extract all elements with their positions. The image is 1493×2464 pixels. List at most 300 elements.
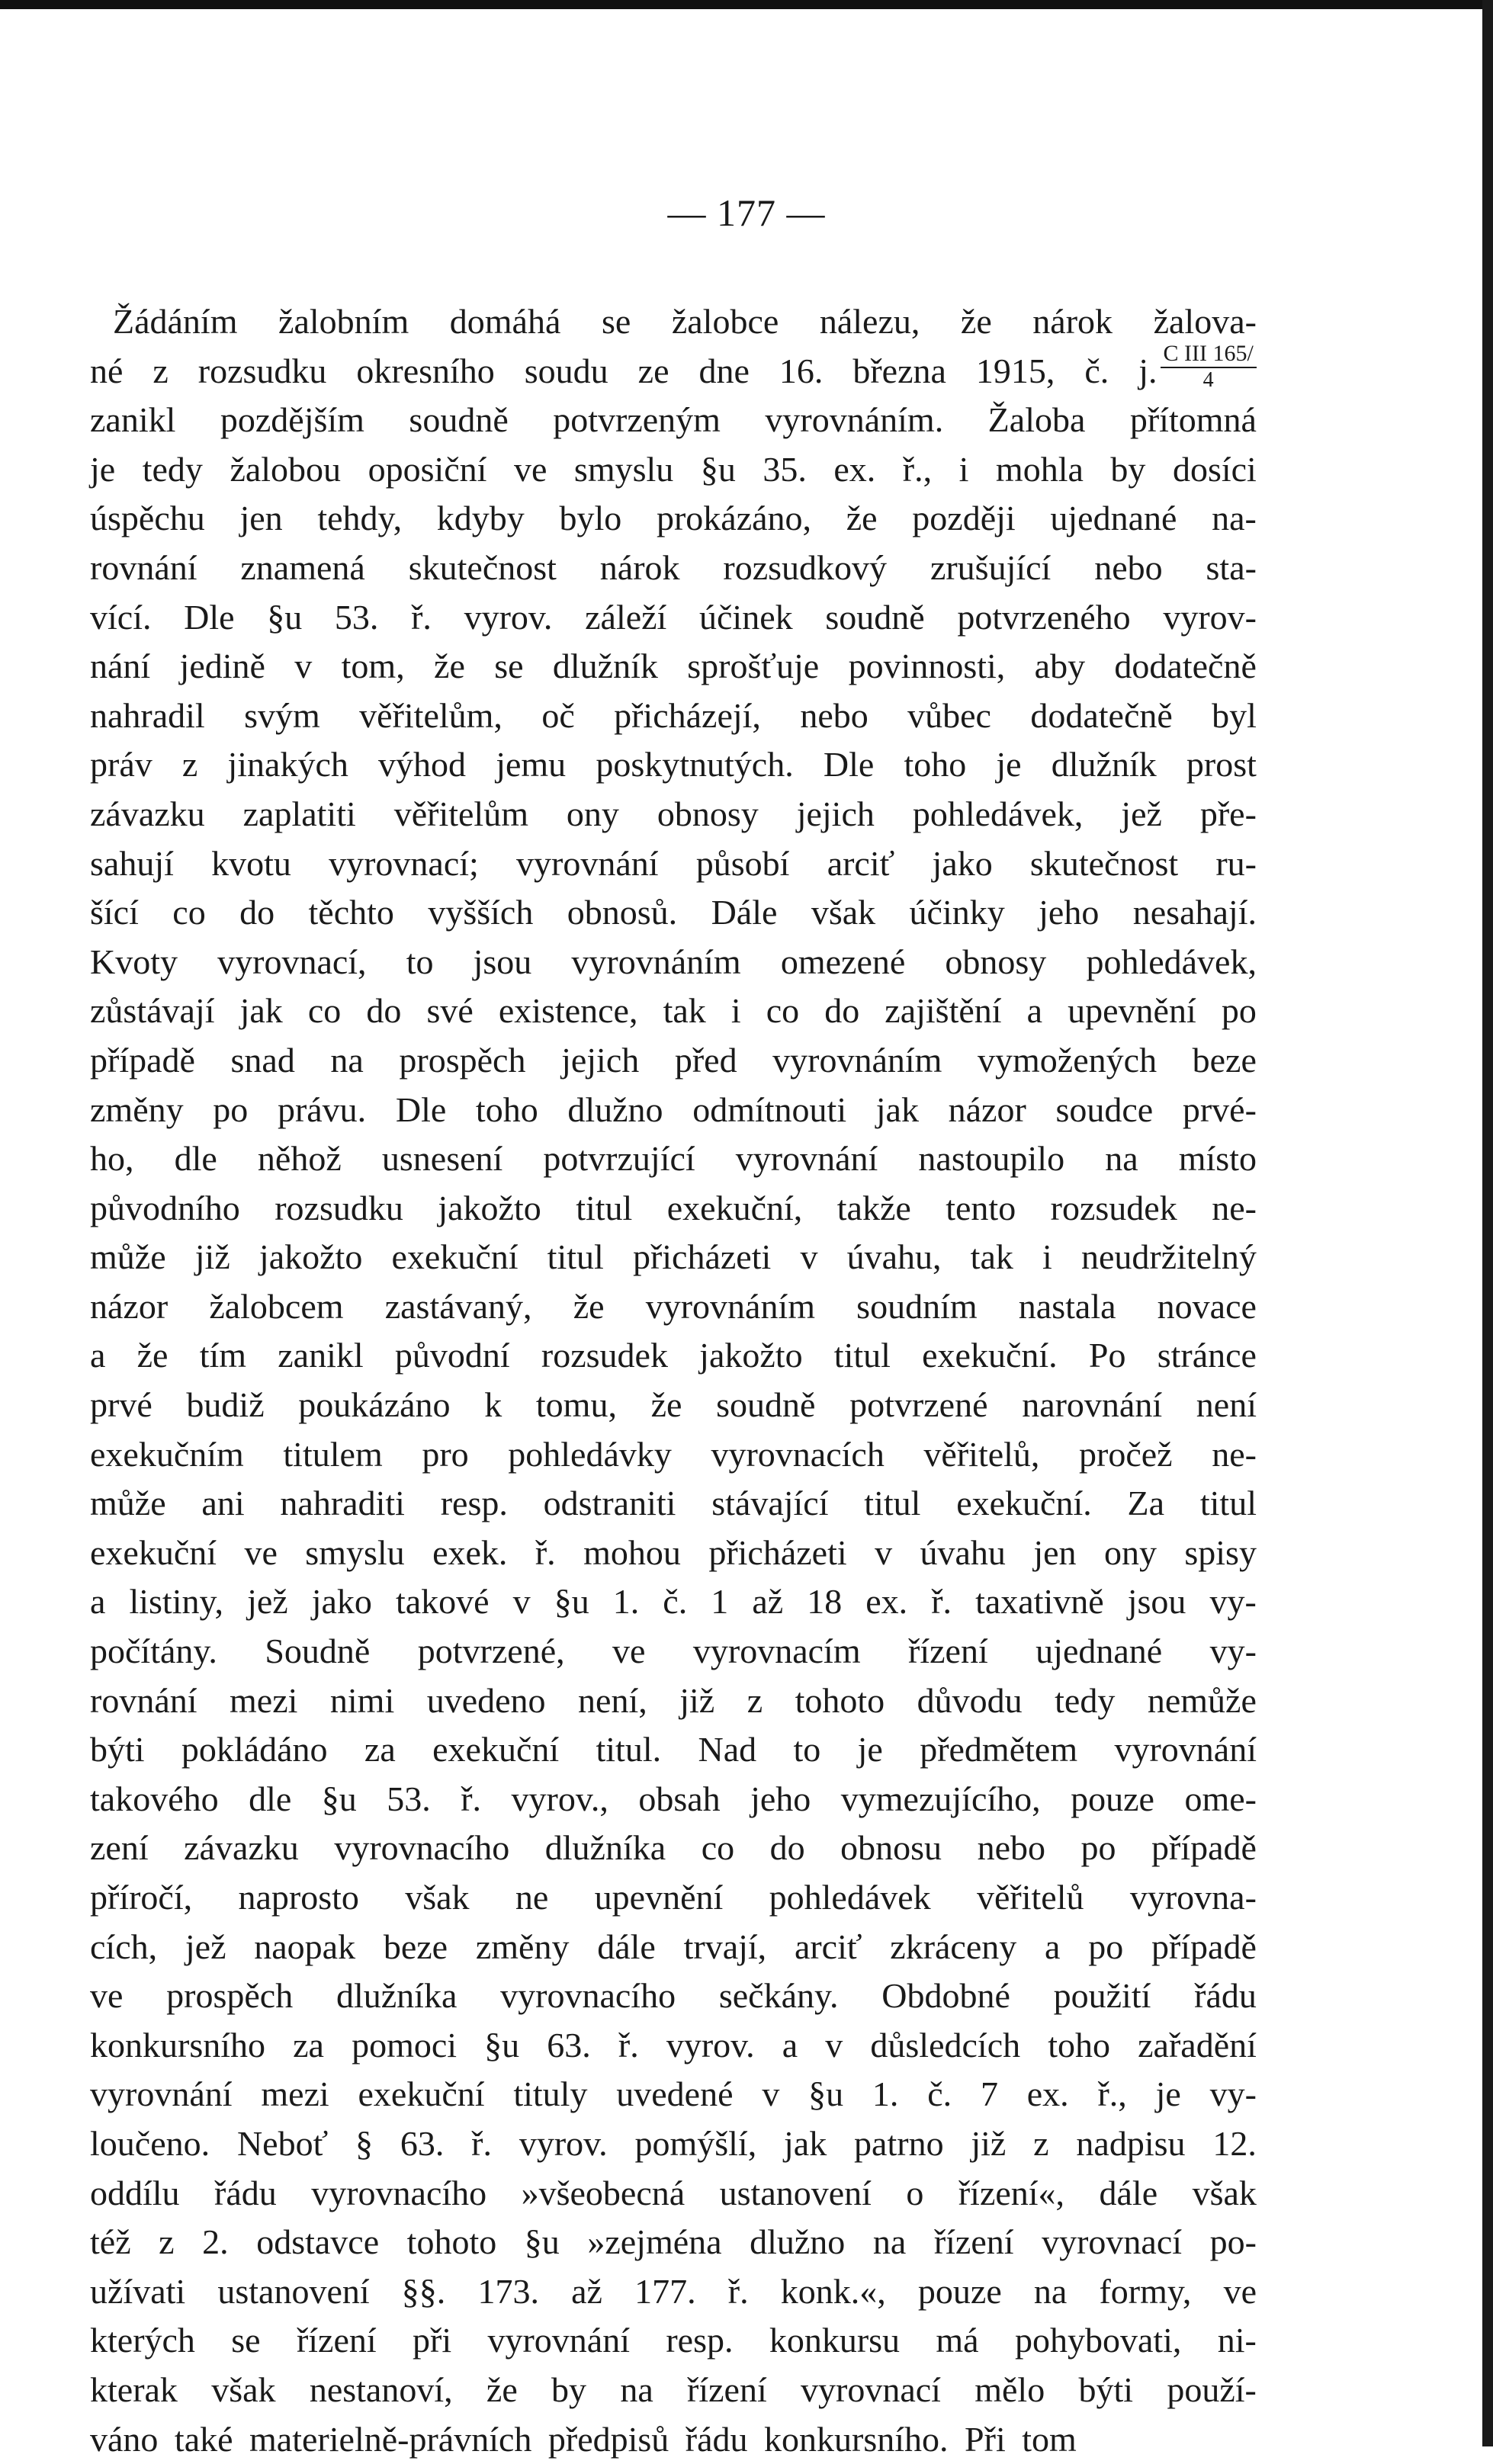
word: řádu (214, 2173, 277, 2212)
word: obsah (638, 1779, 721, 1818)
word: upevnění (1068, 991, 1196, 1031)
word: z (181, 745, 198, 784)
word: do (769, 1828, 805, 1868)
word: titul (833, 1336, 891, 1375)
word: vyrovnání (735, 1139, 878, 1179)
word: předmětem (920, 1730, 1078, 1769)
word: že (486, 2369, 518, 2409)
word: názor (948, 1089, 1026, 1129)
text-line (90, 1134, 1257, 1184)
word: z (746, 1680, 763, 1720)
word: ani (201, 1484, 245, 1523)
text-line (90, 1282, 1257, 1332)
word: závazku (184, 1828, 299, 1868)
word: mělo (974, 2369, 1045, 2409)
word: odstavce (256, 2222, 380, 2262)
word: jak (784, 2123, 827, 2163)
word: až (752, 1582, 784, 1622)
word: vyrov. (666, 2025, 755, 2065)
word: »všeobecná (521, 2173, 685, 2212)
line-text: váno také materielně-právních předpisů řádu konkursního. Při tom (90, 2419, 1077, 2459)
word: své (426, 991, 474, 1031)
word: jakožto (699, 1336, 803, 1375)
word: tohoto (406, 2222, 497, 2262)
word: 177. (634, 2271, 696, 2311)
word: později (912, 499, 1016, 538)
word: dále (597, 1927, 656, 1966)
word: však (1192, 2173, 1257, 2212)
text-line (90, 1430, 1257, 1480)
word: v (800, 1237, 818, 1277)
word: 1915, (975, 351, 1055, 390)
word: ne (515, 1878, 549, 1917)
word: takové (395, 1582, 490, 1622)
word: do (239, 893, 275, 932)
word: tomu, (535, 1385, 617, 1425)
word: vyrovnací (801, 2369, 941, 2409)
word: toho (1048, 2025, 1111, 2065)
word: ř. (931, 1582, 952, 1622)
word: se (601, 302, 631, 341)
word: však (405, 1878, 470, 1917)
word: nání (90, 646, 151, 686)
word: pouze (917, 2271, 1002, 2311)
word: taxativně (975, 1582, 1104, 1622)
word: vící. (90, 597, 152, 637)
word: kterých (90, 2321, 195, 2360)
word: č. (663, 1582, 688, 1622)
word: že (573, 1286, 605, 1326)
word: sprošťuje (687, 646, 820, 686)
text-line (90, 888, 1257, 938)
word: prost (1186, 745, 1257, 784)
text-line (90, 1577, 1257, 1627)
word: exekuční (358, 2074, 485, 2114)
word: jen (239, 499, 283, 538)
word: resp. (666, 2321, 734, 2360)
word: by (551, 2369, 587, 2409)
word: na (1033, 2271, 1068, 2311)
word: naprosto (238, 1878, 359, 1917)
word: vyrovnací; (329, 843, 479, 883)
text-line (90, 790, 1257, 839)
word: a (1045, 1927, 1061, 1966)
word: dle (249, 1779, 292, 1818)
word: dlužno (567, 1089, 663, 1129)
word: soudně (825, 597, 925, 637)
word: a (90, 1336, 106, 1375)
word: 63. (547, 2025, 591, 2065)
word: bylo (559, 499, 622, 538)
word: ve (244, 1532, 278, 1572)
word: vy- (1209, 1582, 1257, 1622)
word: za (364, 1730, 396, 1769)
word: přítomná (1129, 400, 1257, 440)
word: vyrovnáním (772, 1040, 942, 1080)
word: exekučním (90, 1434, 244, 1474)
word: nahradil (90, 695, 205, 735)
word: záleží (585, 597, 667, 637)
word: původní (394, 1336, 510, 1375)
text-line (90, 1725, 1257, 1775)
word: řízení«, (958, 2173, 1065, 2212)
text-line (90, 691, 1257, 741)
word: zanikl (90, 400, 176, 440)
word: řízení (933, 2222, 1014, 2262)
word: patrno (854, 2123, 944, 2163)
text-line (90, 740, 1257, 790)
word: 35. (763, 449, 807, 489)
word: býti (1078, 2369, 1134, 2409)
word: však (211, 2369, 276, 2409)
word: §u (700, 449, 736, 489)
word: pouze (1071, 1779, 1154, 1818)
word: na- (1212, 499, 1257, 538)
word: vyrovnáním (645, 1286, 816, 1326)
word: že (846, 499, 878, 538)
word: není, (578, 1680, 647, 1720)
word: již (194, 1237, 230, 1277)
word: ř. (461, 1779, 482, 1818)
word: případě (1151, 1828, 1257, 1868)
word: je (857, 1730, 883, 1769)
word: zastávaný, (384, 1286, 532, 1326)
word: §u (321, 1779, 357, 1818)
word: jež (247, 1582, 288, 1622)
word: vyrov- (1163, 597, 1257, 637)
word: při (413, 2321, 452, 2360)
word: povinnosti, (848, 646, 1006, 686)
word: za (293, 2025, 324, 2065)
word: ru- (1215, 843, 1257, 883)
text-line (90, 1627, 1257, 1676)
word: snad (230, 1040, 295, 1080)
text-line (90, 297, 1257, 347)
word: je (1155, 2074, 1181, 2114)
text-line (90, 1775, 1257, 1824)
word: práv (90, 745, 153, 784)
word: okresního (356, 351, 495, 390)
word: prvé (90, 1385, 153, 1425)
word: tom, (341, 646, 405, 686)
word: tedy (1055, 1680, 1116, 1720)
word: v (762, 2074, 780, 2114)
word: tento (946, 1188, 1016, 1227)
word: jako (932, 843, 993, 883)
word: odstraniti (543, 1484, 676, 1523)
word: ve (612, 1631, 646, 1671)
word: §u (484, 2025, 520, 2065)
word: příročí, (90, 1878, 193, 1917)
word: rozsudek (541, 1336, 668, 1375)
word: 53. (334, 597, 379, 637)
word: žalobním (278, 302, 409, 341)
word: že (960, 302, 992, 341)
word: ex. (1026, 2074, 1069, 2114)
word: ve (513, 449, 547, 489)
case-reference-denominator: 4 (1202, 367, 1214, 392)
word: jejich (561, 1040, 640, 1080)
word: jsou (1127, 1582, 1186, 1622)
word: z (159, 2222, 175, 2262)
word: případě (1151, 1927, 1257, 1966)
text-line (90, 2267, 1257, 2317)
text-line (90, 593, 1257, 643)
case-reference-fraction (1161, 342, 1257, 391)
word: v (825, 2025, 843, 2065)
word: Dle (395, 1089, 447, 1129)
word: vyrovnacího (334, 1828, 510, 1868)
word: rozsudku (275, 1188, 403, 1227)
word: ř. (727, 2271, 749, 2311)
word: ujednané (1035, 1631, 1163, 1671)
word: exekuční (90, 1532, 217, 1572)
text-line (90, 1184, 1257, 1234)
word: jedině (179, 646, 265, 686)
text-line (90, 2070, 1257, 2119)
word: se (231, 2321, 261, 2360)
word: řízení (908, 1631, 988, 1671)
word: potvrzující (543, 1139, 695, 1179)
word: a (1026, 991, 1043, 1031)
word: §u (808, 2074, 844, 2114)
word: mezi (230, 1680, 298, 1720)
word: vyrovnacího (500, 1976, 676, 2016)
word: žalobcem (209, 1286, 344, 1326)
word: že (434, 646, 465, 686)
word: změny (475, 1927, 570, 1966)
text-line (90, 1529, 1257, 1578)
word: závazku (90, 794, 205, 833)
word: ve (90, 1976, 124, 2016)
word: potvrzené (849, 1385, 988, 1425)
word: Po (1088, 1336, 1126, 1375)
word: v (512, 1582, 531, 1622)
word: nesahají. (1132, 893, 1257, 932)
word: místo (1178, 1139, 1257, 1179)
word: vyrov., (511, 1779, 608, 1818)
word: obnosů. (567, 893, 678, 932)
word: šící (90, 893, 139, 932)
word: že (136, 1336, 169, 1375)
word: původního (90, 1188, 240, 1227)
word: přicházejí, (614, 695, 761, 735)
word: existence, (498, 991, 638, 1031)
word: věřitelům (393, 794, 528, 833)
word: řádu (1194, 1976, 1257, 2016)
word: vůbec (907, 695, 991, 735)
case-reference-numerator: C III 165/ (1161, 342, 1257, 368)
word: titul (576, 1188, 633, 1227)
word: znamená (240, 547, 365, 587)
word: Kvoty (90, 942, 178, 981)
word: po (1221, 991, 1257, 1031)
text-line (90, 2316, 1257, 2366)
word: Neboť (236, 2123, 329, 2163)
word: dosíci (1172, 449, 1257, 489)
word: 18 (807, 1582, 843, 1622)
word: pročež (1079, 1434, 1173, 1474)
word: stránce (1157, 1336, 1257, 1375)
word: zařadění (1138, 2025, 1257, 2065)
word: dne (698, 351, 750, 390)
word: prospěch (399, 1040, 526, 1080)
word: použí- (1167, 2369, 1257, 2409)
word: zanikl (278, 1336, 364, 1375)
text-line (90, 494, 1257, 544)
word: tak (970, 1237, 1013, 1277)
word: konkursního (90, 2025, 265, 2065)
word: Dle (823, 745, 875, 784)
word: tak (663, 991, 706, 1031)
word: sečkány. (718, 1976, 839, 2016)
word: § (355, 2123, 374, 2163)
word: zkráceny (890, 1927, 1017, 1966)
word: nahraditi (280, 1484, 405, 1523)
word: vyrovnací (1042, 2222, 1183, 2262)
scan-edge-top (0, 0, 1493, 9)
word: názor (90, 1286, 169, 1326)
word: tituly (513, 2074, 588, 2114)
word: účinky (909, 893, 1005, 932)
word: listiny, (129, 1582, 224, 1622)
word: ř. (535, 1532, 556, 1572)
word: ř., (902, 449, 933, 489)
word: věřitelů, (923, 1434, 1040, 1474)
text-line (90, 445, 1257, 495)
word: ho, (90, 1139, 134, 1179)
word: tedy (142, 449, 203, 489)
word: úspěchu (90, 499, 205, 538)
word: kterak (90, 2369, 178, 2409)
text-line (90, 544, 1257, 593)
word: i (958, 449, 969, 489)
word: ome- (1184, 1779, 1257, 1818)
word: soudním (856, 1286, 978, 1326)
word: vyrovnáním. (765, 400, 944, 440)
word: vyrov. (464, 597, 553, 637)
word: neudržitelný (1080, 1237, 1257, 1277)
word: potvrzené, (417, 1631, 565, 1671)
word: exek. (432, 1532, 508, 1572)
word: byl (1212, 695, 1257, 735)
word: prospěch (166, 1976, 294, 2016)
word: vyrovnání (1114, 1730, 1257, 1769)
word: nadpisu (1076, 2123, 1186, 2163)
word: 1. (612, 1582, 640, 1622)
word: nárok (1032, 302, 1113, 341)
word: po- (1209, 2222, 1257, 2262)
text-line (90, 987, 1257, 1036)
word: §u (267, 597, 303, 637)
word: v (875, 1532, 893, 1572)
word: kvotu (211, 843, 291, 883)
word: spisy (1184, 1532, 1257, 1572)
word: arciť (794, 1927, 862, 1966)
word: rozsudkový (723, 547, 888, 587)
word: cích, (90, 1927, 158, 1966)
word: nastala (1018, 1286, 1116, 1326)
word: nárok (599, 547, 680, 587)
word: řízení (296, 2321, 377, 2360)
word: jak (875, 1089, 919, 1129)
word: odmítnouti (692, 1089, 847, 1129)
word: těchto (308, 893, 394, 932)
text-line (90, 2119, 1257, 2169)
word: ony (1103, 1532, 1157, 1572)
word: pokládáno (181, 1730, 328, 1769)
word: pře- (1199, 794, 1257, 833)
word: poukázáno (298, 1385, 451, 1425)
word: zrušující (930, 547, 1052, 587)
word: může (90, 1484, 166, 1523)
word: obnosu (840, 1828, 942, 1868)
word: nemůže (1147, 1680, 1257, 1720)
word: domáhá (449, 302, 561, 341)
word: jakožto (258, 1237, 363, 1277)
word: formy, (1099, 2271, 1192, 2311)
word: nálezu, (819, 302, 920, 341)
word: dlužník (1051, 745, 1157, 784)
text-line (90, 839, 1257, 889)
word: vyrovnacím (692, 1631, 861, 1671)
text-line (90, 1086, 1257, 1135)
text-line (90, 1381, 1257, 1430)
word: Nad (698, 1730, 757, 1769)
word: působí (695, 843, 790, 883)
word: před (674, 1040, 737, 1080)
word: rovnání (90, 547, 197, 587)
word: již (971, 2123, 1007, 2163)
word: tím (199, 1336, 247, 1375)
word: prvé- (1182, 1089, 1257, 1129)
word: 1. (872, 2074, 899, 2114)
word: nebo (977, 1828, 1045, 1868)
word: jak (239, 991, 283, 1031)
word: potvrzeným (553, 400, 721, 440)
word: 53. (387, 1779, 431, 1818)
word: §u (524, 2222, 560, 2262)
word: tehdy, (317, 499, 403, 538)
word: vyrovnáním (571, 942, 741, 981)
text-line (90, 938, 1257, 987)
word: arciť (827, 843, 895, 883)
word: Dále (711, 893, 778, 932)
word: z (1033, 2123, 1049, 2163)
word: narovnání (1022, 1385, 1163, 1425)
word: přicházeti (708, 1532, 847, 1572)
text-line (90, 642, 1257, 691)
word: jeho (1039, 893, 1100, 932)
case-reference (1138, 340, 1257, 396)
word: né (90, 351, 124, 390)
word: na (872, 2222, 907, 2262)
word: takového (90, 1779, 219, 1818)
word: omezené (780, 942, 906, 981)
text-line (90, 340, 1257, 396)
word: titul (547, 1237, 604, 1277)
word: ustanovení (217, 2271, 370, 2311)
word: aby (1034, 646, 1086, 686)
word: dlužníka (544, 1828, 666, 1868)
word: loučeno. (90, 2123, 210, 2163)
word: pomýšlí, (634, 2123, 757, 2163)
word: toho (904, 745, 967, 784)
word: není (1196, 1385, 1257, 1425)
text-line (90, 1331, 1257, 1381)
word: Za (1127, 1484, 1165, 1523)
word: dle (174, 1139, 217, 1179)
